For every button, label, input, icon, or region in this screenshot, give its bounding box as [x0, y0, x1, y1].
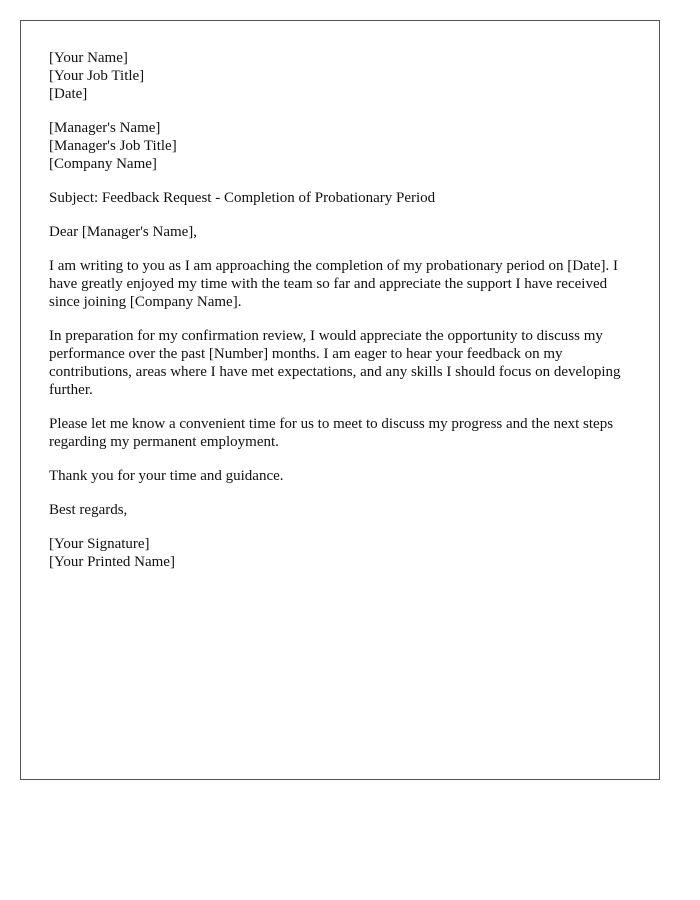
sender-block	[49, 49, 633, 103]
signature-block	[49, 535, 633, 571]
subject-line: Subject: Feedback Request - Completion of Probationary Period	[49, 190, 436, 206]
body-paragraph-4: Thank you for your time and guidance.	[49, 468, 284, 484]
letter-date: [Date]	[49, 86, 88, 102]
recipient-name: [Manager's Name]	[49, 120, 161, 136]
signature: [Your Signature]	[49, 536, 150, 552]
recipient-job-title: [Manager's Job Title]	[49, 138, 177, 154]
sender-name: [Your Name]	[49, 50, 128, 66]
salutation: Dear [Manager's Name],	[49, 224, 198, 240]
recipient-block	[49, 119, 633, 173]
closing: Best regards,	[49, 502, 128, 518]
body-paragraph-1: I am writing to you as I am approaching the completion of my probationary period on [Date]. I have greatly enjoyed my time with the team so far and appreciate the support I have received since joining [Company Name].	[49, 258, 619, 310]
letter-body	[49, 49, 633, 587]
sender-job-title: [Your Job Title]	[49, 68, 145, 84]
body-paragraph-3: Please let me know a convenient time for us to meet to discuss my progress and the next steps regarding my permanent employment.	[49, 416, 614, 450]
printed-name: [Your Printed Name]	[49, 554, 175, 570]
body-paragraph-2: In preparation for my confirmation review, I would appreciate the opportunity to discuss my performance over the past [Number] months. I am eager to hear your feedback on my contributions, areas where I have met expectations, and any skills I should focus on developing further.	[49, 328, 621, 398]
recipient-company: [Company Name]	[49, 156, 157, 172]
letter-page	[20, 20, 660, 780]
